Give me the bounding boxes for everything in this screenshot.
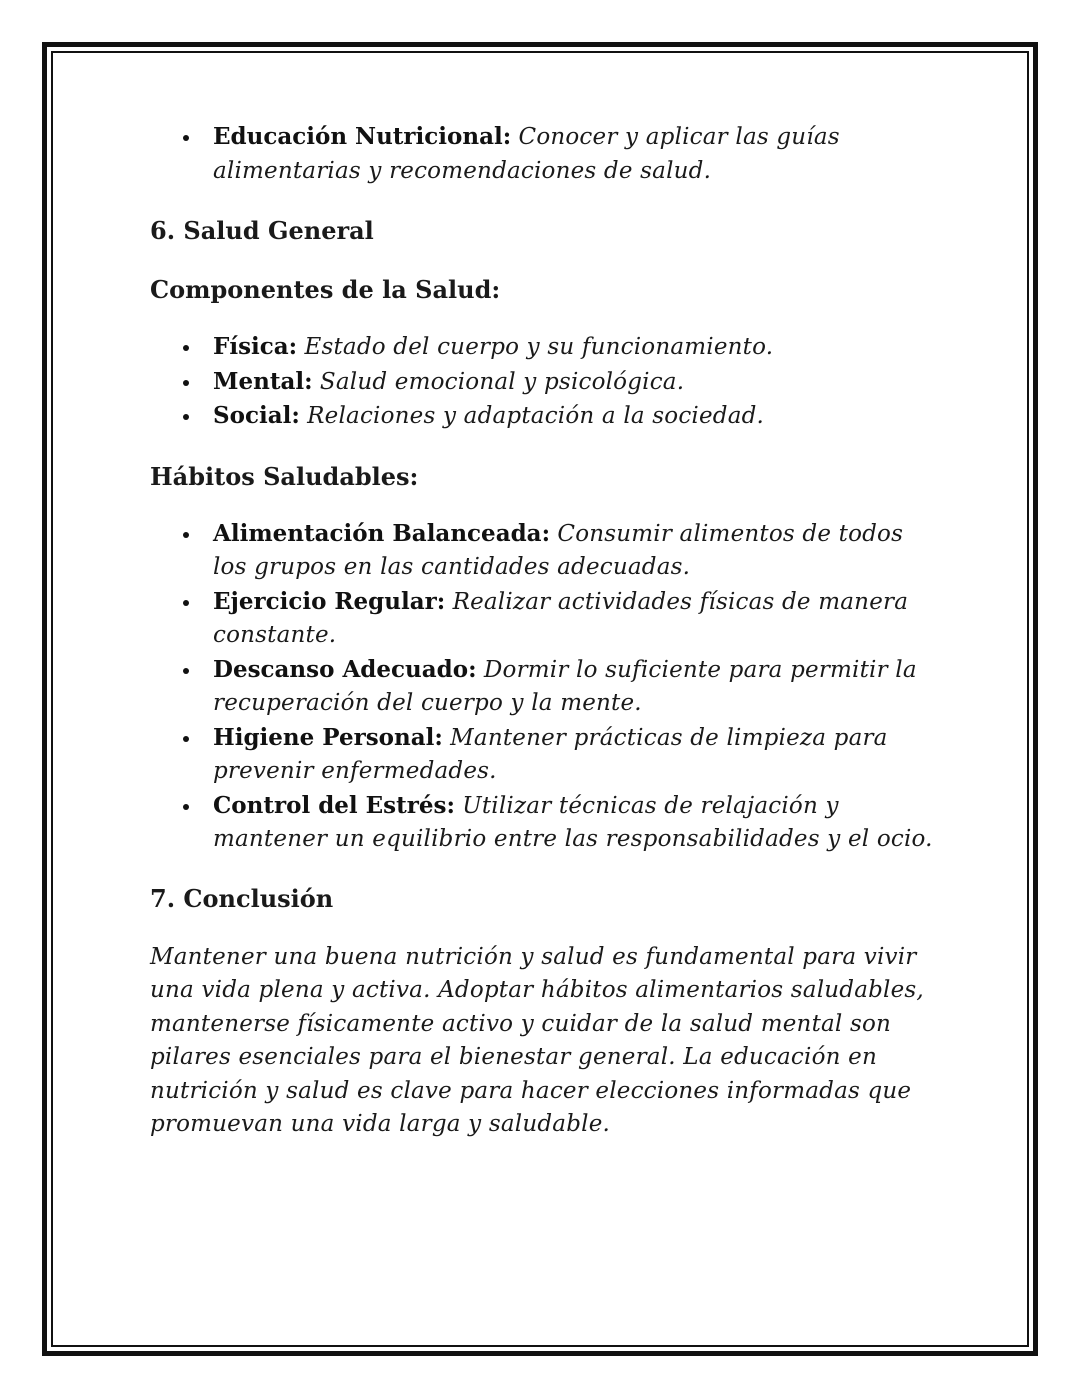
list-item-description: Realizar actividades físicas de manera constante.	[213, 588, 909, 648]
list-item-description: Mantener prácticas de limpieza para prevenir enfermedades.	[213, 724, 888, 784]
conclusion-paragraph: Mantener una buena nutrición y salud es fundamental para vivir una vida plena y activa. Adoptar hábitos alimentarios saludables, mantenerse físicamente activo y cuidar de la salud mental son pilares esenciales para el bienestar general. La educación en nutrición y salud es clave para hacer elecciones informadas que promuevan una vida larga y saludable.	[150, 943, 924, 1137]
list-item	[150, 399, 940, 434]
list-item-term: Ejercicio Regular:	[213, 587, 446, 615]
list-item-term: Física:	[213, 333, 298, 360]
list-item-term: Descanso Adecuado:	[213, 655, 477, 683]
list-item-term: Social:	[213, 402, 300, 429]
list-item-description: Estado del cuerpo y su funcionamiento.	[304, 334, 774, 360]
list-item-description: Relaciones y adaptación a la sociedad.	[307, 403, 765, 429]
list-item-term: Mental:	[213, 367, 313, 395]
habits-list	[150, 517, 940, 857]
list-item-description: Salud emocional y psicológica.	[319, 368, 685, 395]
list-item	[150, 365, 940, 400]
list-item-term: Alimentación Balanceada:	[213, 519, 551, 547]
components-heading: Componentes de la Salud:	[150, 275, 501, 304]
list-item	[150, 789, 940, 857]
list-item	[150, 653, 940, 721]
list-item-term: Higiene Personal:	[213, 723, 443, 751]
list-item	[150, 517, 940, 585]
list-item	[150, 585, 940, 653]
list-item	[150, 330, 940, 365]
list-item-description: Consumir alimentos de todos los grupos en las cantidades adecuadas.	[213, 520, 904, 580]
list-item	[150, 721, 940, 789]
section-6-title: 6. Salud General	[150, 216, 374, 245]
top-bullet-list	[150, 120, 940, 188]
list-item-description: Conocer y aplicar las guías alimentarias y recomendaciones de salud.	[213, 124, 840, 184]
list-item-description: Dormir lo suficiente para permitir la recuperación del cuerpo y la mente.	[213, 656, 917, 716]
habits-heading: Hábitos Saludables:	[150, 461, 419, 491]
components-list	[150, 330, 940, 434]
document-content	[150, 120, 940, 1142]
section-7-title: 7. Conclusión	[150, 883, 334, 913]
list-item-term: Educación Nutricional:	[213, 123, 512, 150]
list-item-description: Utilizar técnicas de relajación y mantener un equilibrio entre las responsabilidades y el ocio.	[213, 792, 933, 852]
list-item	[150, 120, 940, 188]
list-item-term: Control del Estrés:	[213, 791, 455, 819]
